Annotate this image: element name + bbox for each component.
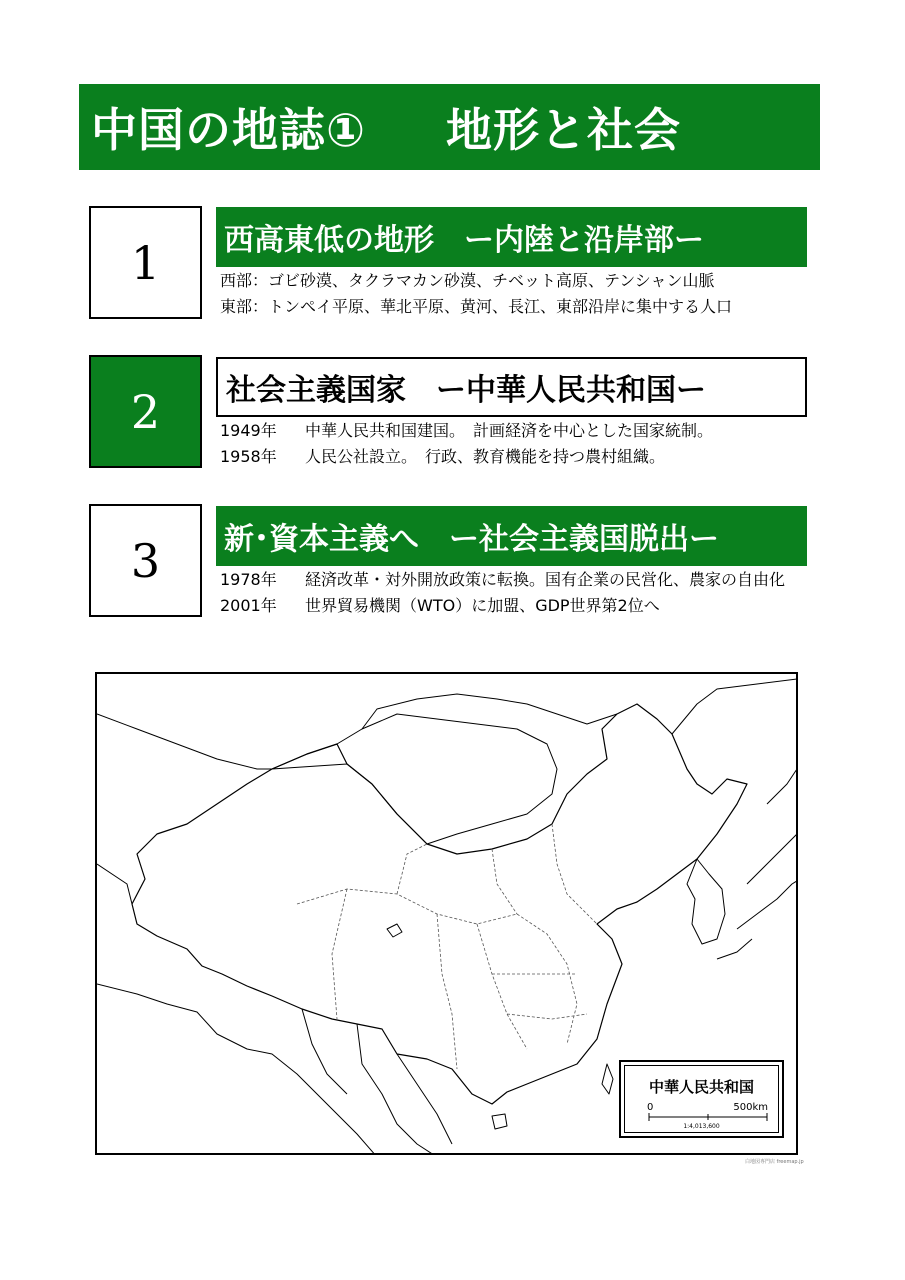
section-3-text-1: 経済改革・対外開放政策に転換。国有企業の民営化、農家の自由化: [305, 570, 786, 589]
section-3-line-2: [220, 593, 820, 619]
section-1-notes: [220, 268, 820, 320]
scale-bar: [625, 1110, 784, 1124]
taiwan-island: [602, 1064, 613, 1094]
qinghai-lake: [387, 924, 402, 937]
section-2-number: 2: [89, 355, 202, 468]
china-border: [132, 704, 747, 1104]
province-borders: [297, 824, 597, 1069]
page-title: [79, 84, 820, 170]
hainan-island: [492, 1114, 507, 1129]
section-3-year-2: 2001年: [220, 596, 277, 615]
section-3-title: 新･資本主義へ: [224, 522, 419, 557]
mongolia-border: [272, 714, 557, 844]
section-3-notes: [220, 567, 820, 619]
section-2-subtitle: ー中華人民共和国ー: [436, 373, 706, 408]
section-1-heading: [216, 207, 807, 267]
section-1-number: 1: [89, 206, 202, 319]
section-3-text-2: 世界貿易機関（WTO）に加盟、GDP世界第2位へ: [305, 596, 660, 615]
section-2-text-1: 中華人民共和国建国。 計画経済を中心とした国家統制。: [305, 421, 714, 440]
section-2-line-2: [220, 444, 820, 470]
section-1-line-1: 西部：ゴビ砂漠、タクラマカン砂漠、チベット高原、テンシャン山脈: [220, 271, 715, 290]
section-3-number: 3: [89, 504, 202, 617]
section-2-year-1: 1949年: [220, 421, 277, 440]
legend-inner-frame: [624, 1065, 779, 1133]
section-3-heading: [216, 506, 807, 566]
map-legend: [619, 1060, 784, 1138]
section-1-title: 西高東低の地形: [224, 223, 434, 258]
map-credit: 白地図専門店 freemap.jp: [745, 1159, 804, 1165]
japan-islands: [717, 769, 798, 959]
section-2-heading: [216, 357, 807, 417]
section-2-text-2: 人民公社設立。 行政、教育機能を持つ農村組織。: [305, 447, 666, 466]
section-3-subtitle: ー社会主義国脱出ー: [449, 522, 719, 557]
scale-ratio: 1:4,013,600: [683, 1123, 720, 1130]
russia-border: [97, 679, 797, 769]
section-2-notes: [220, 418, 820, 470]
title-right: 地形と社会: [445, 103, 681, 157]
section-3-year-1: 1978年: [220, 570, 277, 589]
section-1-line-2: 東部：トンペイ平原、華北平原、黄河、長江、東部沿岸に集中する人口: [220, 297, 733, 316]
title-left: 中国の地誌①: [91, 103, 366, 157]
scale-max: 500km: [733, 1102, 768, 1113]
section-3-line-1: [220, 567, 820, 593]
legend-title: 中華人民共和国: [648, 1078, 754, 1096]
section-2-line-1: [220, 418, 820, 444]
south-asia-borders: [97, 864, 452, 1155]
section-2-title: 社会主義国家: [226, 373, 406, 408]
korea-peninsula: [687, 859, 725, 944]
section-1-subtitle: ー内陸と沿岸部ー: [464, 223, 704, 258]
scale-zero: 0: [647, 1102, 654, 1113]
section-2-year-2: 1958年: [220, 447, 277, 466]
